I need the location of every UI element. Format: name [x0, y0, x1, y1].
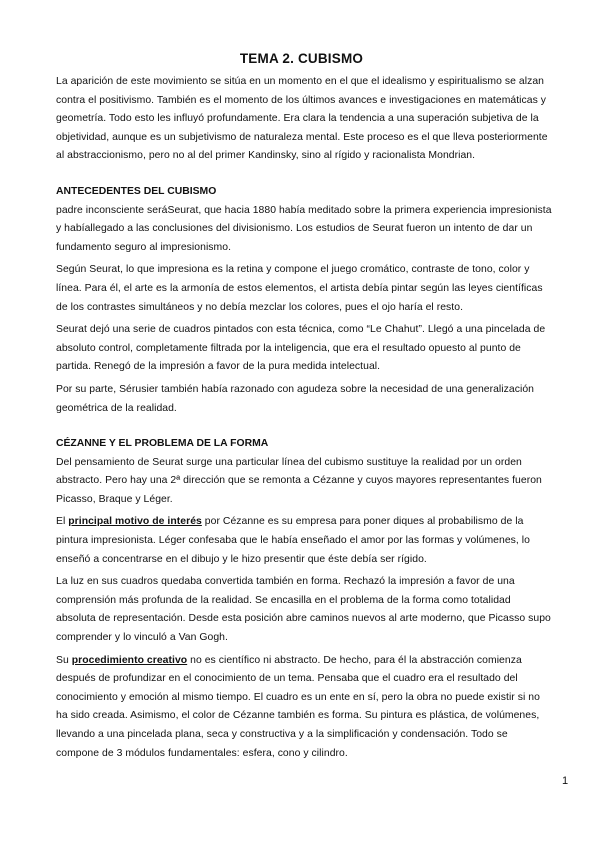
document-body: [56, 73, 552, 763]
paragraph-luz-forma: La luz en sus cuadros quedaba convertida también en forma. Rechazó la impresión a favor de una comprensión más profunda de la realidad. Se encasilla en el problema de la forma como totalidad absoluta de representación. Desde esta posición abre caminos nuevos al arte moderno, que Picasso supo comprender y lo vinculó a Van Gogh.: [56, 576, 551, 644]
text-run: por Cézanne es su empresa para poner diques al probabilismo de la pintura impresionista. Léger confesaba que le había enseñado el amor por las formas y volúmenes, lo enseñó a concentrarse en el dibujo y le hizo presentir que éste debía ser rígido.: [56, 516, 530, 565]
document-title: TEMA 2. CUBISMO: [239, 51, 364, 66]
emphasis-procedimiento-creativo: procedimiento creativo: [71, 654, 188, 666]
paragraph-procedimiento: [56, 652, 552, 764]
section-heading-antecedentes: ANTECEDENTES DEL CUBISMO: [56, 185, 217, 197]
emphasis-motivo-interes: principal motivo de interés: [68, 516, 202, 528]
intro-paragraph: La aparición de este movimiento se sitúa en un momento en el que el idealismo y espiritualismo se alzan contra el positivismo. También es el momento de los últimos avances e investigaciones en matemáticas y geometría. Todo esto les influyó profundamente. Era clara la tendencia a una superación subjetiva de la objetividad, aunque es un subjetivismo de naturaleza mental. Este proceso es el que lleva posteriormente al abstraccionismo, pero no al del primer Kandinsky, sino al rígido y racionalista Mondrian.: [56, 76, 548, 162]
paragraph-seurat-works: Seurat dejó una serie de cuadros pintados con esta técnica, como “Le Chahut”. Llegó a una pincelada de absoluto control, completamente filtrada por la inteligencia, que era el resultado opuesto al punto de partida. Renegó de la impresión a favor de la pura medida intelectual.: [56, 324, 546, 373]
paragraph-serusier: Por su parte, Sérusier también había razonado con agudeza sobre la necesidad de una generalización geométrica de la realidad.: [56, 383, 534, 414]
text-run: Su: [56, 654, 72, 666]
paragraph-seurat-father: padre inconsciente seráSeurat, que hacia 1880 había meditado sobre la primera experiencia impresionista y habíallegado a las conclusiones del divisionismo. Los estudios de Seurat fueron un intento de dar un fundamento seguro al impresionismo.: [56, 204, 552, 253]
paragraph-seurat-theory: Según Seurat, lo que impresiona es la retina y compone el juego cromático, contraste de tono, color y línea. Para él, el arte es la armonía de estos elementos, el artista debía pintar según las leyes científicas de los contrastes simultáneos y no debía mezclar los colores, pues el ojo haría el resto.: [56, 264, 543, 313]
text-run: no es científico ni abstracto. De hecho, para él la abstracción comienza después de profundizar en el conocimiento de un tema. Pensaba que el cuadro era el resultado del conocimiento y emoción al mismo tiempo. El cuadro es un ente en sí, pero la obra no puede existir si no ha sido creada. Asimismo, el color de Cézanne también es forma. Su pintura es plástica, de volúmenes, llevando a una pincelada plana, seca y constructiva y a la simplificación y condensación. Todo se compone de 3 módulos fundamentales: esfera, cono y cilindro.: [56, 654, 540, 759]
section-heading-cezanne: CÉZANNE Y EL PROBLEMA DE LA FORMA: [56, 438, 269, 450]
text-run: El: [56, 516, 69, 528]
paragraph-motivo-interes: [56, 513, 552, 569]
paragraph-two-directions: Del pensamiento de Seurat surge una particular línea del cubismo sustituye la realidad por un orden abstracto. Pero hay una 2ª dirección que se remonta a Cézanne y cuyos mayores representantes fueron Picasso, Braque y Léger.: [56, 456, 542, 505]
page-number: 1: [562, 775, 569, 787]
